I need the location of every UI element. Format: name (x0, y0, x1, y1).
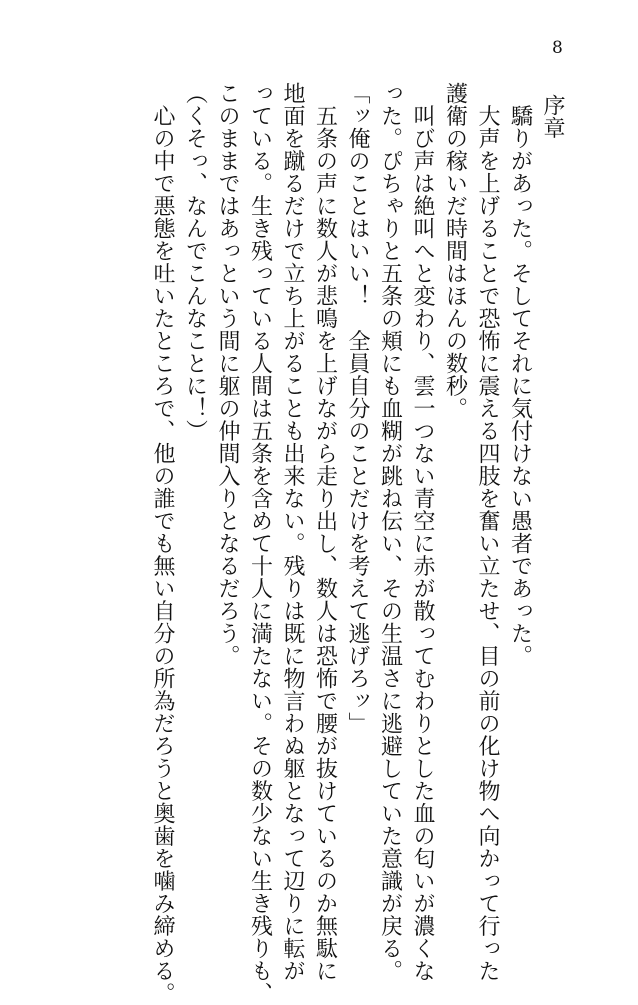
dialogue-line: 「ッ俺のことはいい！ 全員自分のことだけを考えて逃げろッ」 (345, 82, 370, 735)
text-line: 叫び声は絶叫へと変わり、雲一つない青空に赤が散ってむわりとした血の匂いが濃くな (410, 82, 435, 982)
text-line: 心の中で悪態を吐いたところで、他の誰でも無い自分の所為だろうと奥歯を噛み締める。 (150, 82, 175, 1005)
text-line: 驕りがあった。そしてそれに気付けない愚者であった。 (507, 82, 533, 667)
text-line: 大声を上げることで恐怖に震える四肢を奮い立たせ、目の前の化け物へ向かって行った (475, 82, 500, 982)
text-line: っている。生き残っている人間は五条を含めて十人に満たない。その数少ない生き残りも、 (247, 82, 273, 1005)
text-line: 護衛の稼いだ時間はほんの数秒。 (442, 82, 468, 420)
text-line: った。ぴちゃりと五条の頬にも血糊が跳ね伝い、その生温さに逃避していた意識が戻る。 (377, 82, 403, 982)
body-text (146, 82, 569, 1005)
page-number: 8 (552, 38, 563, 58)
chapter-title: 序章 (540, 94, 565, 139)
text-line: 地面を蹴るだけで立ち上がることも出来ない。残りは既に物言わぬ躯となって辺りに転が (280, 82, 305, 982)
text-line: 五条の声に数人が悲鳴を上げながら走り出し、数人は恐怖で腰が抜けているのか無駄に (312, 82, 338, 982)
thought-line: （くそっ、なんでこんなことに！） (182, 82, 208, 442)
text-line: このままではあっという間に躯の仲間入りとなるだろう。 (215, 82, 240, 667)
